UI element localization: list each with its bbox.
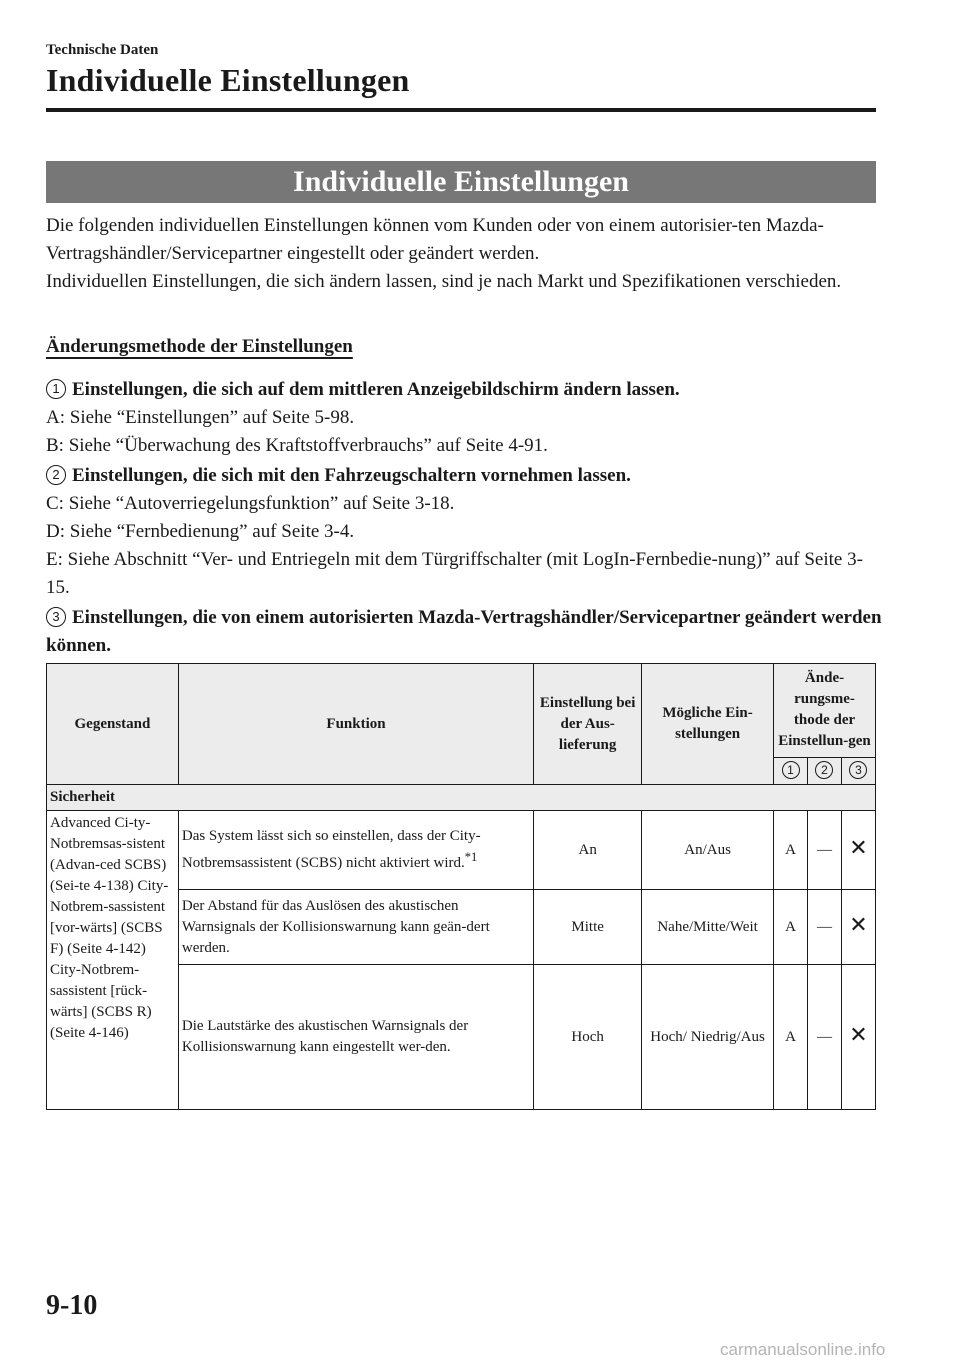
- default-cell: An: [534, 811, 642, 890]
- method-1-cell: A: [774, 965, 808, 1110]
- chapter-divider: [46, 108, 876, 112]
- category-row: [47, 785, 876, 811]
- function-cell: Der Abstand für das Auslösen des akustischen Warnsignals der Kollisionswarnung kann geän-dert werden.: [178, 890, 533, 965]
- header-method-1: [774, 757, 808, 784]
- circled-number-1-icon: 1: [782, 761, 800, 779]
- method-1-heading: [46, 376, 886, 404]
- table-header-row: [47, 664, 876, 758]
- method-2-cell: —: [808, 811, 842, 890]
- default-cell: Mitte: [534, 890, 642, 965]
- watermark: carmanualsonline.info: [720, 1340, 886, 1359]
- cross-icon: ✕: [849, 1023, 868, 1048]
- circled-number-2-icon: 2: [46, 465, 66, 485]
- circled-number-3-icon: 3: [849, 761, 867, 779]
- method-c: C: Siehe “Autoverriegelungsfunktion” auf Seite 3-18.: [46, 493, 455, 514]
- header-method-2: [808, 757, 842, 784]
- item-cell: Advanced Ci-ty-Notbremsas-sistent (Advan-ced SCBS) (Sei-te 4-138) City-Notbrem-sassistent [vor-wärts] (SCBS F) (Seite 4-142) City-Notbrem-sassistent [rück-wärts] (SCBS R) (Seite 4-146): [47, 811, 179, 1110]
- cross-icon: ✕: [849, 913, 868, 938]
- header-function: Funktion: [178, 664, 533, 785]
- method-3-title: Einstellungen, die von einem autorisierten Mazda-Vertragshändler/Servicepartner geändert werden können.: [46, 607, 882, 656]
- method-2-cell: —: [808, 890, 842, 965]
- method-e: E: Siehe Abschnitt “Ver- und Entriegeln mit dem Türgriffschalter (mit LogIn-Fernbedie-nung)” auf Seite 3-15.: [46, 549, 863, 598]
- header-options: Mögliche Ein-stellungen: [642, 664, 774, 785]
- category-label: Sicherheit: [47, 785, 876, 811]
- circled-number-3-icon: 3: [46, 607, 66, 627]
- method-d: D: Siehe “Fernbedienung” auf Seite 3-4.: [46, 521, 355, 542]
- method-3-cell: [841, 811, 875, 890]
- method-1-title: Einstellungen, die sich auf dem mittleren Anzeigebildschirm ändern lassen.: [72, 379, 680, 400]
- method-b: B: Siehe “Überwachung des Kraftstoffverbrauchs” auf Seite 4-91.: [46, 435, 548, 456]
- chapter-title: Individuelle Einstellungen: [46, 62, 410, 98]
- method-3-cell: [841, 890, 875, 965]
- header-default: Einstellung bei der Aus-lieferung: [534, 664, 642, 785]
- circled-number-2-icon: 2: [815, 761, 833, 779]
- header-method-3: [841, 757, 875, 784]
- method-2-cell: —: [808, 965, 842, 1110]
- function-text: Das System lässt sich so einstellen, dass der City-Notbremsassistent (SCBS) nicht aktiviert wird.: [181, 828, 481, 871]
- method-2-heading: [46, 462, 886, 490]
- intro-text: [46, 212, 886, 296]
- method-list: [46, 374, 886, 660]
- footnote-marker: *1: [464, 850, 478, 864]
- circled-number-1-icon: 1: [46, 379, 66, 399]
- method-3-cell: [841, 965, 875, 1110]
- method-1-cell: A: [774, 890, 808, 965]
- intro-paragraph-2: Individuellen Einstellungen, die sich ändern lassen, sind je nach Markt und Spezifikationen verschieden.: [46, 271, 842, 292]
- options-cell: Hoch/ Niedrig/Aus: [642, 965, 774, 1110]
- default-cell: Hoch: [534, 965, 642, 1110]
- header-item: Gegenstand: [47, 664, 179, 785]
- method-2-title: Einstellungen, die sich mit den Fahrzeugschaltern vornehmen lassen.: [72, 465, 631, 486]
- cross-icon: ✕: [849, 836, 868, 861]
- method-3-heading: [46, 604, 886, 660]
- function-cell: [178, 811, 533, 890]
- method-a: A: Siehe “Einstellungen” auf Seite 5-98.: [46, 407, 355, 428]
- page-number: 9-10: [46, 1290, 98, 1321]
- options-cell: An/Aus: [642, 811, 774, 890]
- method-heading: Änderungsmethode der Einstellungen: [46, 336, 353, 357]
- section-label: Technische Daten: [46, 42, 159, 58]
- header-method: Ände-rungsme-thode der Einstellun-gen: [774, 664, 876, 758]
- settings-table: [46, 663, 876, 1110]
- table-row: [47, 811, 876, 890]
- options-cell: Nahe/Mitte/Weit: [642, 890, 774, 965]
- method-1-cell: A: [774, 811, 808, 890]
- section-banner: Individuelle Einstellungen: [46, 161, 876, 203]
- intro-paragraph-1: Die folgenden individuellen Einstellungen können vom Kunden oder von einem autorisier-ten Mazda-Vertragshändler/Servicepartner eingestellt oder geändert werden.: [46, 215, 824, 264]
- function-cell: Die Lautstärke des akustischen Warnsignals der Kollisionswarnung kann eingestellt wer-den.: [178, 965, 533, 1110]
